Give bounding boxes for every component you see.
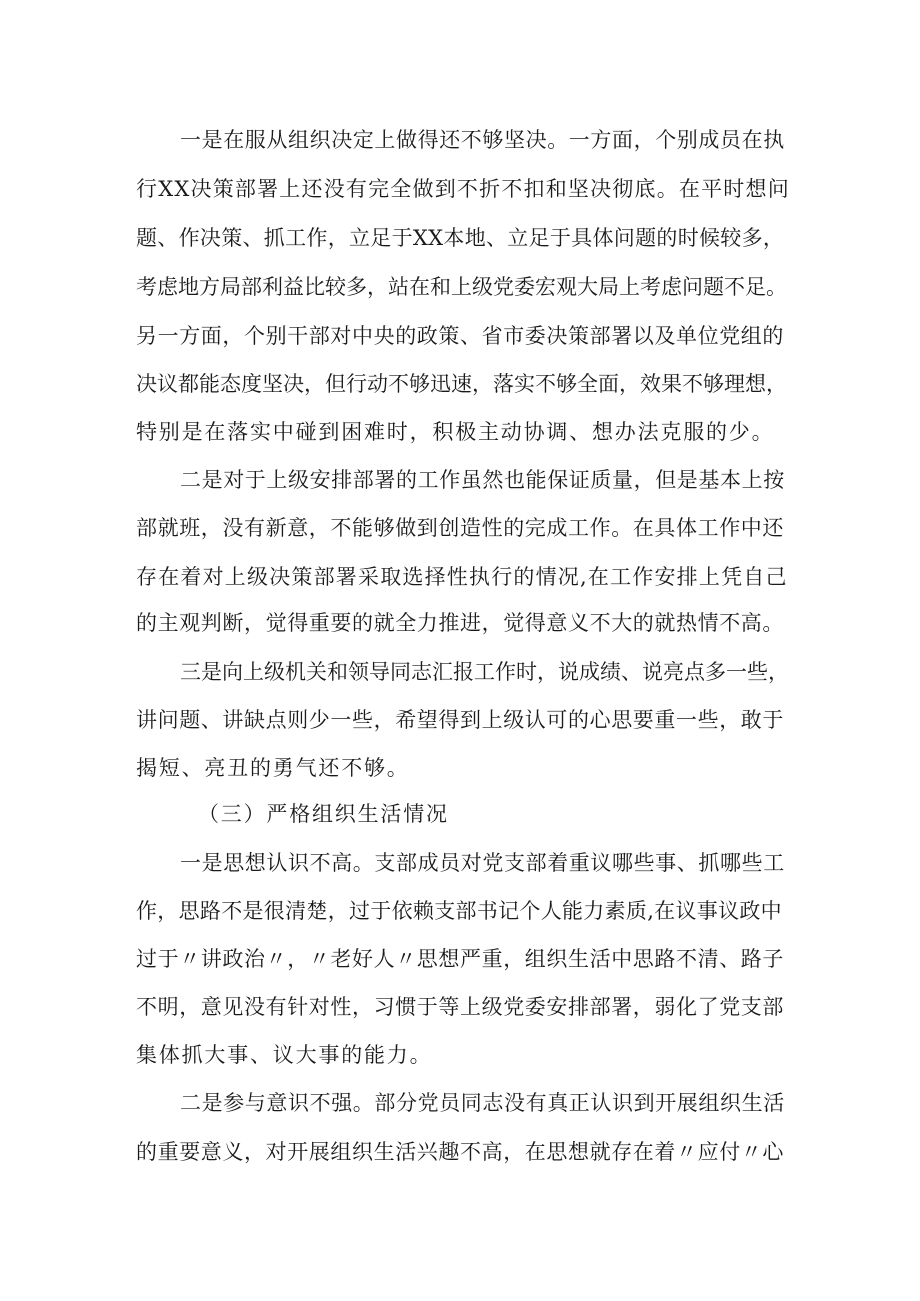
p2-line-1: 二是对于上级安排部署的工作虽然也能保证质量，但是基本上按 <box>180 468 785 492</box>
p3-line-3: 揭短、亮丑的勇气还不够。 <box>136 756 410 780</box>
p4-line-3: 过于〃讲政治〃，〃老好人〃思想严重，组织生活中思路不清、路子 <box>136 947 784 971</box>
p1-line-2: 行XX决策部署上还没有完全做到不折不扣和坚决彻底。在平时想问 <box>136 177 790 201</box>
p5-line-1: 二是参与意识不强。部分党员同志没有真正认识到开展组织生活 <box>180 1091 785 1115</box>
p1-line-7: 特别是在落实中碰到困难时，积极主动协调、想办法克服的少。 <box>136 420 775 444</box>
p2-line-3: 存在着对上级决策部署采取选择性执行的情况,在工作安排上凭自己 <box>136 565 788 589</box>
p1-line-5: 另一方面，个别干部对中央的政策、省市委决策部署以及单位党组的 <box>136 324 784 348</box>
p5-line-2: 的重要意义，对开展组织生活兴趣不高，在思想就存在着〃应付〃心 <box>136 1140 784 1164</box>
p4-line-2: 作，思路不是很清楚，过于依赖支部书记个人能力素质,在议事议政中 <box>136 899 782 923</box>
p4-line-1: 一是思想认识不高。支部成员对党支部着重议哪些事、抓哪些工 <box>180 851 785 875</box>
section-heading: （三）严格组织生活情况 <box>198 802 449 826</box>
p1-line-3: 题、作决策、抓工作，立足于XX本地、立足于具体问题的时候较多， <box>136 226 785 250</box>
p3-line-1: 三是向上级机关和领导同志汇报工作时，说成绩、说亮点多一些， <box>180 660 789 684</box>
p1-line-1: 一是在服从组织决定上做得还不够坚决。一方面，个别成员在执 <box>180 128 785 152</box>
p2-line-4: 的主观判断，觉得重要的就全力推进，觉得意义不大的就热情不高。 <box>136 611 784 635</box>
p3-line-2: 讲问题、讲缺点则少一些，希望得到上级认可的心思要重一些，敢于 <box>136 708 784 732</box>
p1-line-6: 决议都能态度坚决，但行动不够迅速，落实不够全面，效果不够理想， <box>136 372 787 396</box>
p4-line-4: 不明，意见没有针对性，习惯于等上级党委安排部署，弱化了党支部 <box>136 995 784 1019</box>
p2-line-2: 部就班，没有新意，不能够做到创造性的完成工作。在具体工作中还 <box>136 516 784 540</box>
p4-line-5: 集体抓大事、议大事的能力。 <box>136 1043 433 1067</box>
p1-line-4: 考虑地方局部利益比较多，站在和上级党委宏观大局上考虑问题不足。 <box>136 275 787 299</box>
